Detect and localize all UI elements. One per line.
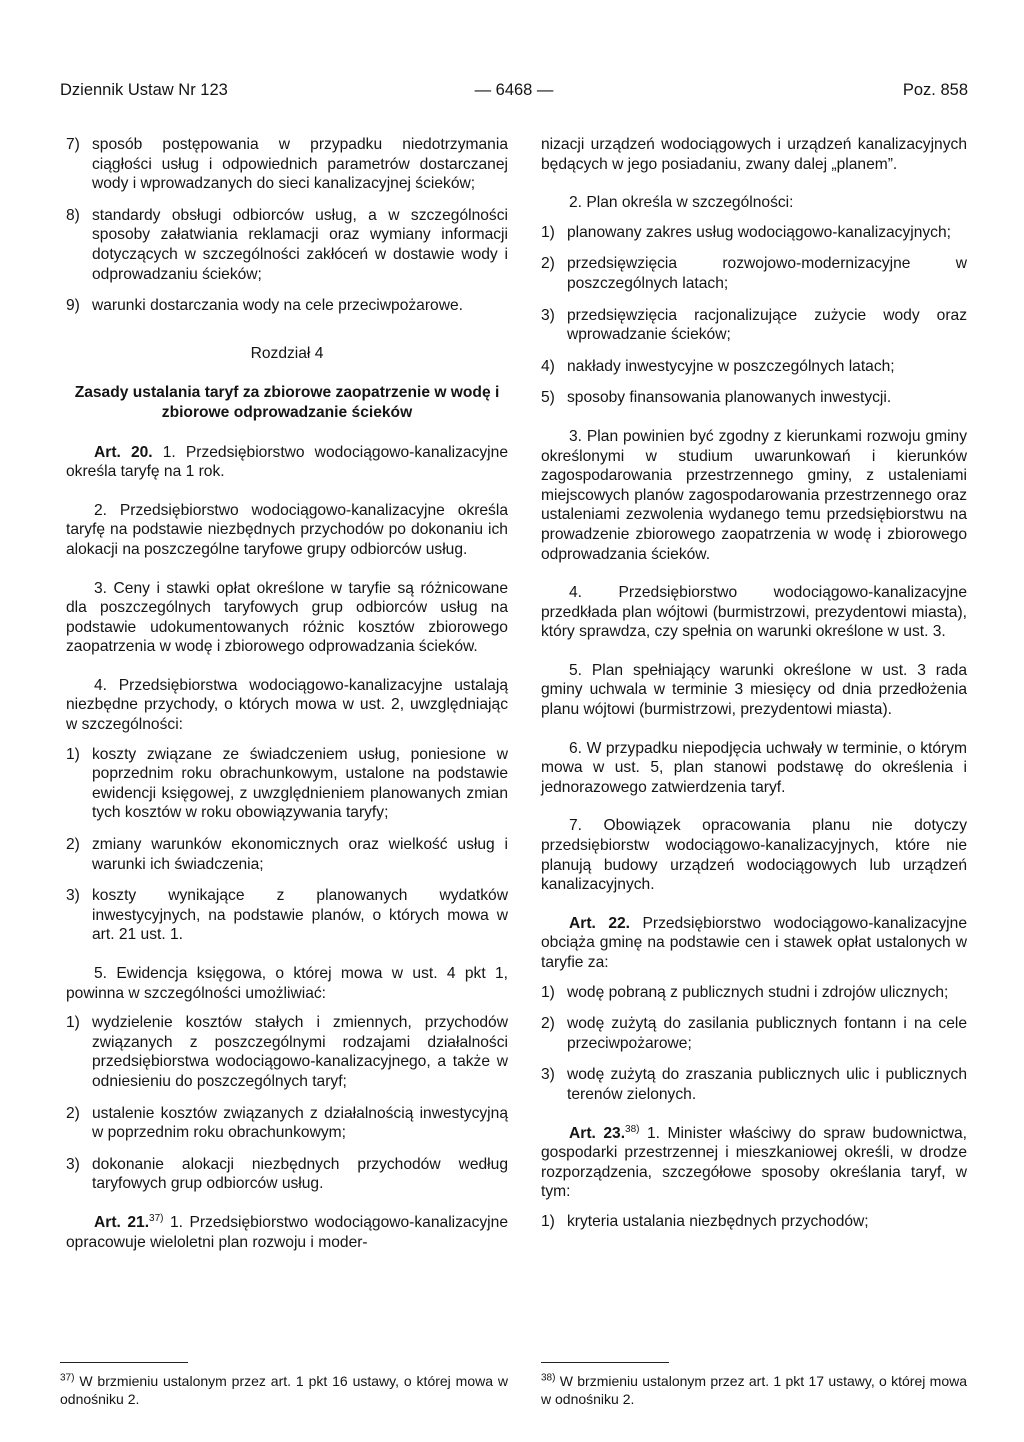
list-item: 1) wydzielenie kosztów stałych i zmiennych, przychodów związanych z poszczególnymi rodzajami działalności przedsiębiorstwa wodociągowo-kanalizacyjnego, a także w odniesieniu do poszczególnych taryf; bbox=[66, 1014, 508, 1090]
chapter-title: Zasady ustalania taryf za zbiorowe zaopatrzenie w wodę i zbiorowe odprowadzanie ścieków bbox=[74, 384, 500, 421]
article-21-paragraph-7: 7. Obowiązek opracowania planu nie dotyczy przedsiębiorstw wodociągowo-kanalizacyjnych, które nie planują budowy urządzeń wodociągowych lub urządzeń kanalizacyjnych. bbox=[541, 817, 967, 894]
article-21-paragraph-4: 4. Przedsiębiorstwo wodociągowo-kanalizacyjne przedkłada plan wójtowi (burmistrzowi, prezydentowi miasta), który sprawdza, czy spełnia on warunki określone w ust. 3. bbox=[541, 584, 967, 641]
position-number: Poz. 858 bbox=[902, 81, 968, 99]
list-item: 7) sposób postępowania w przypadku niedotrzymania ciągłości usług i odpowiednich parametrów dostarczanej wody i wprowadzanych do sieci kanalizacyjnej ścieków; bbox=[66, 136, 508, 193]
article-20-paragraph-4: 4. Przedsiębiorstwa wodociągowo-kanalizacyjne ustalają niezbędne przychody, o których mowa w ust. 2, uwzględniając w szczególności: bbox=[66, 676, 508, 734]
article-20-paragraph-1: Art. 20. 1. Przedsiębiorstwo wodociągowo-kanalizacyjne określa taryfę na 1 rok. bbox=[66, 443, 508, 481]
article-21-continuation: nizacji urządzeń wodociągowych i urządzeń kanalizacyjnych będących w jego posiadaniu, zwany dalej „planem”. bbox=[541, 136, 967, 173]
list-item: 3) przedsięwzięcia racjonalizujące zużycie wody oraz wprowadzanie ścieków; bbox=[541, 306, 967, 344]
footnote-38: $^{38)}$ W brzmieniu ustalonym przez art. 1 pkt 17 ustawy, o której mowa w odnośniku 2. bbox=[541, 1372, 967, 1407]
list-item: 1) wodę pobraną z publicznych studni i zdrojów ulicznych; bbox=[541, 983, 949, 1001]
footnote-ref: 37) bbox=[149, 1212, 164, 1224]
article-21-paragraph-3: 3. Plan powinien być zgodny z kierunkami rozwoju gminy określonymi w studium uwarunkowań i kierunków zagospodarowania przestrzennego gminy, z ustaleniami miejscowych planów zagospodarowania przestrzennego oraz ustaleniami zezwolenia wydanego temu przedsiębiorstwu na prowadzenie zbiorowego zaopatrzenia w wodę i zbiorowego odprowadzania ścieków. bbox=[541, 427, 967, 563]
list-item: 2) ustalenie kosztów związanych z działalnością inwestycyjną w poprzednim roku obrachunkowym; bbox=[66, 1104, 508, 1142]
article-21-paragraph-6: 6. W przypadku niepodjęcia uchwały w terminie, o którym mowa w ust. 5, plan stanowi podstawę do określenia i jednorazowego zatwierdzenia taryf. bbox=[541, 739, 967, 796]
article-label: Art. 21. bbox=[94, 1213, 150, 1231]
list-item: 3) dokonanie alokacji niezbędnych przychodów według taryfowych grup odbiorców usług. bbox=[66, 1155, 508, 1193]
list-item: 3) wodę zużytą do zraszania publicznych ulic i publicznych terenów zielonych. bbox=[541, 1066, 967, 1103]
page-number: — 6468 — bbox=[474, 81, 554, 99]
article-label: Art. 22. bbox=[569, 914, 631, 932]
left-column bbox=[66, 135, 508, 1271]
footnote-ref: 38) bbox=[625, 1123, 640, 1135]
footnote-divider bbox=[60, 1362, 188, 1363]
list-item: 2) przedsięwzięcia rozwojowo-modernizacyjne w poszczególnych latach; bbox=[541, 255, 967, 292]
footnote-divider bbox=[541, 1362, 669, 1363]
article-label: Art. 20. bbox=[94, 443, 153, 461]
list-item: 1) planowany zakres usług wodociągowo-kanalizacyjnych; bbox=[541, 223, 951, 241]
list-item: 8) standardy obsługi odbiorców usług, a w szczególności sposoby załatwiania reklamacji oraz wymiany informacji dotyczących w szczególności zakłóceń w dostawie wody i odprowadzaniu ścieków; bbox=[66, 206, 508, 283]
article-21-paragraph-5: 5. Plan spełniający warunki określone w ust. 3 rada gminy uchwala w terminie 3 miesięcy od dnia przedłożenia planu wójtowi (burmistrzowi, prezydentowi miasta). bbox=[541, 661, 967, 719]
article-20-paragraph-2: 2. Przedsiębiorstwo wodociągowo-kanalizacyjne określa taryfę na podstawie niezbędnych przychodów po dokonaniu ich alokacji na poszczególne taryfowe grupy odbiorców usług. bbox=[66, 501, 508, 558]
list-item: 2) zmiany warunków ekonomicznych oraz wielkość usług i warunki ich świadczenia; bbox=[66, 836, 508, 873]
footnote-37: $^{37)}$ W brzmieniu ustalonym przez art. 1 pkt 16 ustawy, o której mowa w odnośniku 2. bbox=[60, 1372, 508, 1407]
list-item: 1) koszty związane ze świadczeniem usług, poniesione w poprzednim roku obrachunkowym, ustalone na podstawie ewidencji księgowej, z uwzględnieniem planowanych zmian tych kosztów w roku obowiązywania taryfy; bbox=[66, 745, 508, 822]
article-23-paragraph: Art. 23.$^{38)}$ 1. Minister właściwy do spraw budownictwa, gospodarki przestrzennej i mieszkaniowej określi, w drodze rozporządzenia, szczegółowe sposoby określania taryf, w tym: bbox=[541, 1123, 967, 1201]
list-item: 2) wodę zużytą do zasilania publicznych fontann i na cele przeciwpożarowe; bbox=[541, 1015, 967, 1052]
article-21-paragraph-1: Art. 21.$^{37)}$ 1. Przedsiębiorstwo wodociągowo-kanalizacyjne opracowuje wieloletni plan rozwoju i moder- bbox=[66, 1212, 508, 1251]
article-20-paragraph-3: 3. Ceny i stawki opłat określone w taryfie są różnicowane dla poszczególnych taryfowych grup odbiorców usług na podstawie udokumentowanych różnic kosztów zbiorowego zaopatrzenia w wodę i zbiorowego odprowadzania ścieków. bbox=[66, 579, 508, 656]
list-item: 9) warunki dostarczania wody na cele przeciwpożarowe. bbox=[66, 297, 463, 315]
list-item: 4) nakłady inwestycyjne w poszczególnych latach; bbox=[541, 357, 895, 375]
page-header bbox=[60, 81, 968, 105]
list-item: 5) sposoby finansowania planowanych inwestycji. bbox=[541, 389, 892, 407]
chapter-heading: Rozdział 4 bbox=[250, 344, 324, 362]
journal-title: Dziennik Ustaw Nr 123 bbox=[60, 81, 228, 99]
article-20-paragraph-5: 5. Ewidencja księgowa, o której mowa w ust. 4 pkt 1, powinna w szczególności umożliwiać: bbox=[66, 965, 508, 1002]
right-column bbox=[541, 135, 967, 1244]
list-item: 1) kryteria ustalania niezbędnych przychodów; bbox=[541, 1212, 869, 1230]
article-22-paragraph: Art. 22. Przedsiębiorstwo wodociągowo-kanalizacyjne obciąża gminę na podstawie cen i stawek opłat ustalonych w taryfie za: bbox=[541, 914, 967, 971]
article-21-paragraph-2: 2. Plan określa w szczególności: bbox=[569, 194, 794, 212]
list-item: 3) koszty wynikające z planowanych wydatków inwestycyjnych, na podstawie planów, o których mowa w art. 21 ust. 1. bbox=[66, 887, 508, 944]
article-label: Art. 23. bbox=[569, 1124, 626, 1142]
